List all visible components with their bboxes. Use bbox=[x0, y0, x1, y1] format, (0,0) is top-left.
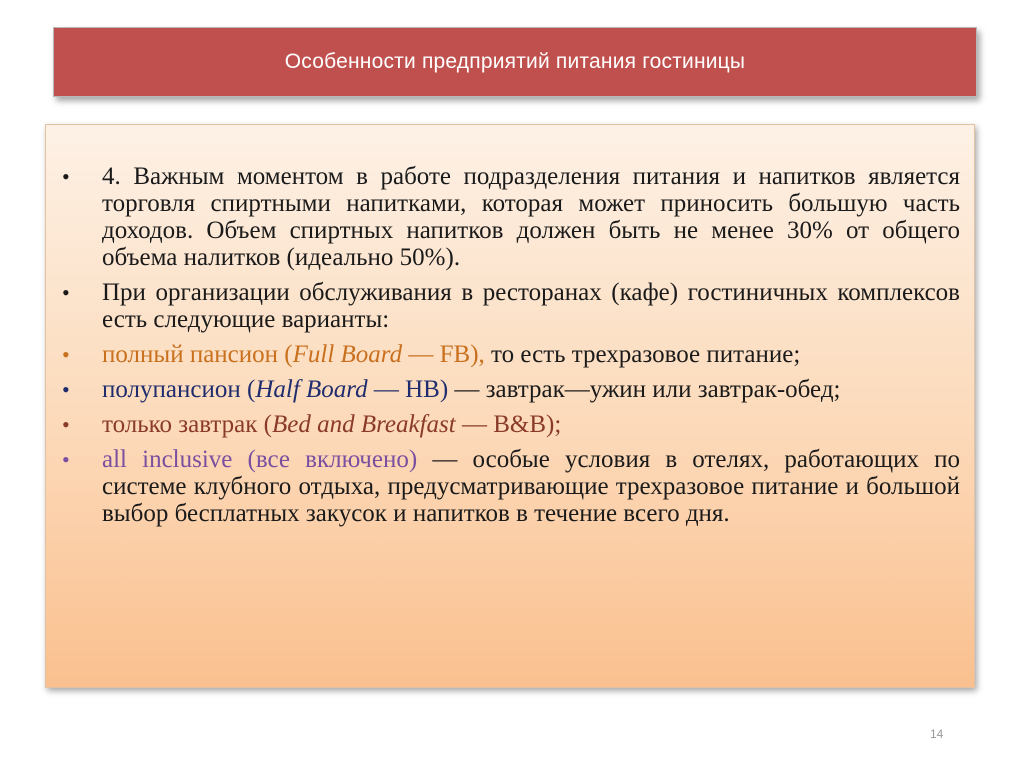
bullet-item-half-board bbox=[62, 376, 960, 403]
bullet-dot-icon: • bbox=[62, 412, 70, 437]
slide-title-bar bbox=[53, 27, 977, 97]
bullet-item-all-inclusive bbox=[62, 446, 960, 527]
bullet-item-bed-breakfast bbox=[62, 411, 960, 438]
bullet-item-full-board bbox=[62, 341, 960, 368]
term-code: — B&B); bbox=[455, 411, 562, 438]
term-english: Full Board bbox=[292, 341, 403, 368]
bullet-text: то есть трехразовое питание; bbox=[484, 341, 801, 368]
term-prefix: только завтрак ( bbox=[102, 411, 272, 438]
bullet-text: — завтрак—ужин или завтрак-обед; bbox=[448, 376, 841, 403]
bullet-text: 4. Важным моментом в работе подразделения питания и напитков является торговля спиртными напитками, которая может приносить большую часть доходов. Объем спиртных напитков должен быть не менее 30% от общего объема налитков (идеально 50%). bbox=[102, 163, 960, 271]
bullet-text: — особые условия в отелях, работающих по системе клубного отдыха, предусматривающие трехразовое питание и большой выбор бесплатных закусок и напитков в течение всего дня. bbox=[102, 446, 960, 527]
bullet-dot-icon: • bbox=[62, 280, 70, 305]
content-box bbox=[45, 124, 975, 688]
term-prefix: полный пансион ( bbox=[102, 341, 293, 368]
term-code: — HB) bbox=[367, 376, 449, 403]
bullet-dot-icon: • bbox=[62, 342, 70, 367]
bullet-dot-icon: • bbox=[62, 447, 70, 472]
term-prefix: all inclusive (все включено) bbox=[102, 446, 418, 473]
bullet-item-1 bbox=[62, 163, 960, 271]
bullet-dot-icon: • bbox=[62, 164, 70, 189]
bullet-dot-icon: • bbox=[62, 377, 70, 402]
term-prefix: полупансион ( bbox=[102, 376, 256, 403]
slide-title: Особенности предприятий питания гостиницы bbox=[284, 50, 746, 73]
term-english: Bed and Breakfast bbox=[271, 411, 456, 438]
term-english: Half Board bbox=[255, 376, 368, 403]
bullet-item-2 bbox=[62, 279, 960, 333]
bullet-text: При организации обслуживания в ресторанах (кафе) гостиничных комплексов есть следующие варианты: bbox=[102, 279, 960, 333]
page-number: 14 bbox=[930, 727, 944, 741]
term-code: — FB), bbox=[402, 341, 485, 368]
